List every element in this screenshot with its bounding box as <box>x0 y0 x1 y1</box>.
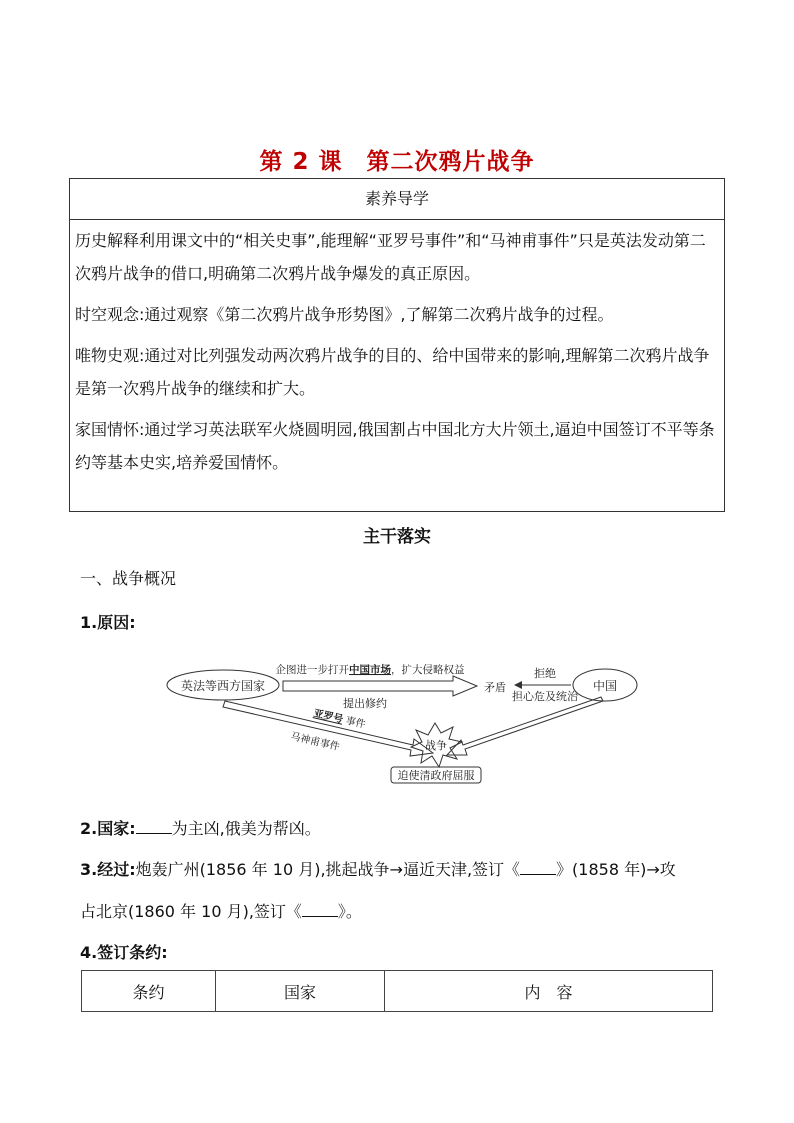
guide-paragraph: 唯物史观:通过对比列强发动两次鸦片战争的目的、给中国带来的影响,理解第二次鸦片战争是第一次鸦片战争的继续和扩大。 <box>75 346 710 398</box>
market-arrow-text: 企图进一步打开中国市场，扩大侵略权益 <box>275 664 465 676</box>
process-text: 》。 <box>337 902 362 921</box>
process-text: 炮轰广州(1856 年 10 月),挑起战争→逼近天津,签订《 <box>135 860 521 879</box>
treaty-table <box>81 970 713 1012</box>
answer-blank[interactable] <box>520 859 556 875</box>
war-overview-heading: 一、战争概况 <box>80 569 177 588</box>
lesson-title: 第 2 课 第二次鸦片战争 <box>259 149 535 175</box>
china-war-arrow <box>447 697 603 755</box>
process-label: 3.经过: <box>80 860 136 879</box>
western-powers-label: 英法等西方国家 <box>180 679 266 693</box>
process-line-1 <box>80 857 676 880</box>
missionary-incident-text: 马神甫事件 <box>289 731 341 754</box>
cause-label: 1.原因: <box>80 613 136 632</box>
table-header-cell: 条约 <box>82 971 216 1012</box>
table-header-row <box>82 971 713 1012</box>
country-text: 为主凶,俄美为帮凶。 <box>171 819 321 838</box>
guide-paragraph: 时空观念:通过观察《第二次鸦片战争形势图》,了解第二次鸦片战争的过程。 <box>75 305 614 324</box>
guide-paragraph: 历史解释利用课文中的“相关史事”,能理解“亚罗号事件”和“马神甫事件”只是英法发动第二次鸦片战争的借口,明确第二次鸦片战争爆发的真正原因。 <box>75 231 706 283</box>
war-label: 战争 <box>425 739 447 752</box>
treaty-label: 4.签订条约: <box>80 943 168 962</box>
answer-blank[interactable] <box>136 818 172 834</box>
table-header-cell: 内 容 <box>385 971 713 1012</box>
china-label: 中国 <box>592 679 618 693</box>
worry-label: 担心危及统治 <box>512 690 578 703</box>
process-text: 占北京(1860 年 10 月),签订《 <box>80 902 302 921</box>
refuse-label: 拒绝 <box>534 667 556 680</box>
contradiction-label: 矛盾 <box>484 681 506 694</box>
country-line <box>80 816 321 839</box>
cause-diagram <box>165 655 645 785</box>
guide-body <box>70 220 724 479</box>
table-header-cell: 国家 <box>216 971 385 1012</box>
country-label: 2.国家: <box>80 819 136 838</box>
revise-treaty-text: 提出修约 <box>343 697 387 710</box>
literacy-guide-box <box>69 178 725 512</box>
answer-blank[interactable] <box>302 901 338 917</box>
process-text: 》(1858 年)→攻 <box>556 860 676 879</box>
market-arrow <box>283 676 477 696</box>
arrow-incident-text: 亚罗号事件 <box>312 708 367 731</box>
guide-heading: 素养导学 <box>70 179 724 220</box>
guide-paragraph: 家国情怀:通过学习英法联军火烧圆明园,俄国割占中国北方大片领土,逼迫中国签订不平等条约等基本史实,培养爱国情怀。 <box>75 420 715 472</box>
process-line-2 <box>80 899 362 922</box>
main-section-title: 主干落实 <box>363 527 431 547</box>
result-label: 迫使清政府屈服 <box>397 769 475 782</box>
